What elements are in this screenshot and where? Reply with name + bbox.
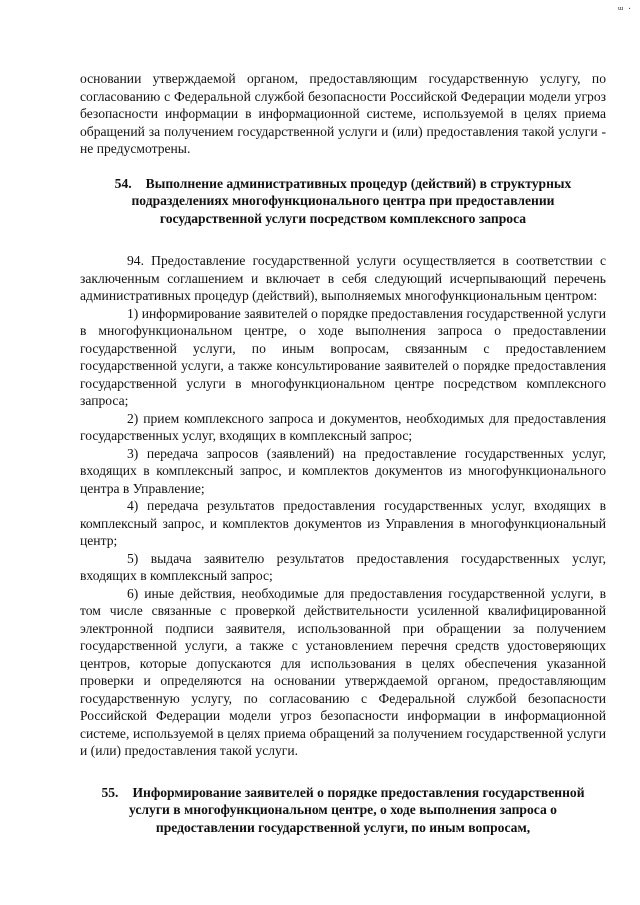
paragraph-94: 94. Предоставление государственной услуги осуществляется в соответствии с заключенным соглашением и включает в себя следующий исчерпывающий перечень административных процедур (действий), выполняемых многофункциональным центром: [80, 253, 606, 303]
section-55-title: Информирование заявителей о порядке предоставления государственной услуги в многофункциональном центре, о ходе выполнения запроса о предоставлении государственной услуги, по иным вопросам, [129, 784, 585, 835]
document-page [80, 70, 606, 836]
list-item-2: 2) прием комплексного запроса и документов, необходимых для предоставления государственных услуг, входящих в комплексный запрос; [80, 410, 606, 443]
section-55-number: 55. [101, 784, 119, 800]
section-54-title: Выполнение административных процедур (действий) в структурных подразделениях многофункционального центра при предоставлении государственной услуги посредством комплексного запроса [131, 175, 572, 226]
list-item-4: 4) передача результатов предоставления государственных услуг, входящих в комплексный запрос, и комплектов документов из Управления в многофункциональный центр; [80, 498, 606, 548]
section-54-number: 54. [114, 175, 132, 191]
section-55-heading [80, 784, 606, 837]
section-54-heading [80, 175, 606, 228]
page-corner-mark: ᵚ ˑ [617, 4, 632, 16]
list-item-5: 5) выдача заявителю результатов предоставления государственных услуг, входящих в комплексный запрос; [80, 550, 606, 583]
intro-paragraph: основании утверждаемой органом, предоставляющим государственную услугу, по согласованию с Федеральной службой безопасности Российской Федерации модели угроз безопасности информации в информационной системе, используемой в целях приема обращений за получением государственной услуги и (или) предоставления такой услуги - не предусмотрены. [80, 71, 606, 156]
list-item-3: 3) передача запросов (заявлений) на предоставление государственных услуг, входящих в комплексный запрос, и комплектов документов из многофункционального центра в Управление; [80, 445, 606, 496]
list-item-6: 6) иные действия, необходимые для предоставления государственной услуги, в том числе связанные с проверкой действительности усиленной квалифицированной электронной подписи заявителя, использованной при обращении за получением государственной услуги, а также с установлением перечня средств удостоверяющих центров, которые допускаются для использования в целях обеспечения указанной проверки и определяются на основании утверждаемой органом, предоставляющим государственную услугу, по согласованию с Федеральной службой безопасности Российской Федерации модели угроз безопасности информации в информационной системе, используемой в целях приема обращений за получением государственной услуги и (или) предоставления такой услуги. [80, 585, 606, 758]
list-item-1: 1) информирование заявителей о порядке предоставления государственной услуги в многофункциональном центре, о ходе выполнения запроса о предоставлении государственной услуги, по иным вопросам, связанным с предоставлением государственной услуги, а также консультирование заявителей о порядке предоставления государственной услуги в многофункциональном центре посредством комплексного запроса; [80, 305, 606, 408]
